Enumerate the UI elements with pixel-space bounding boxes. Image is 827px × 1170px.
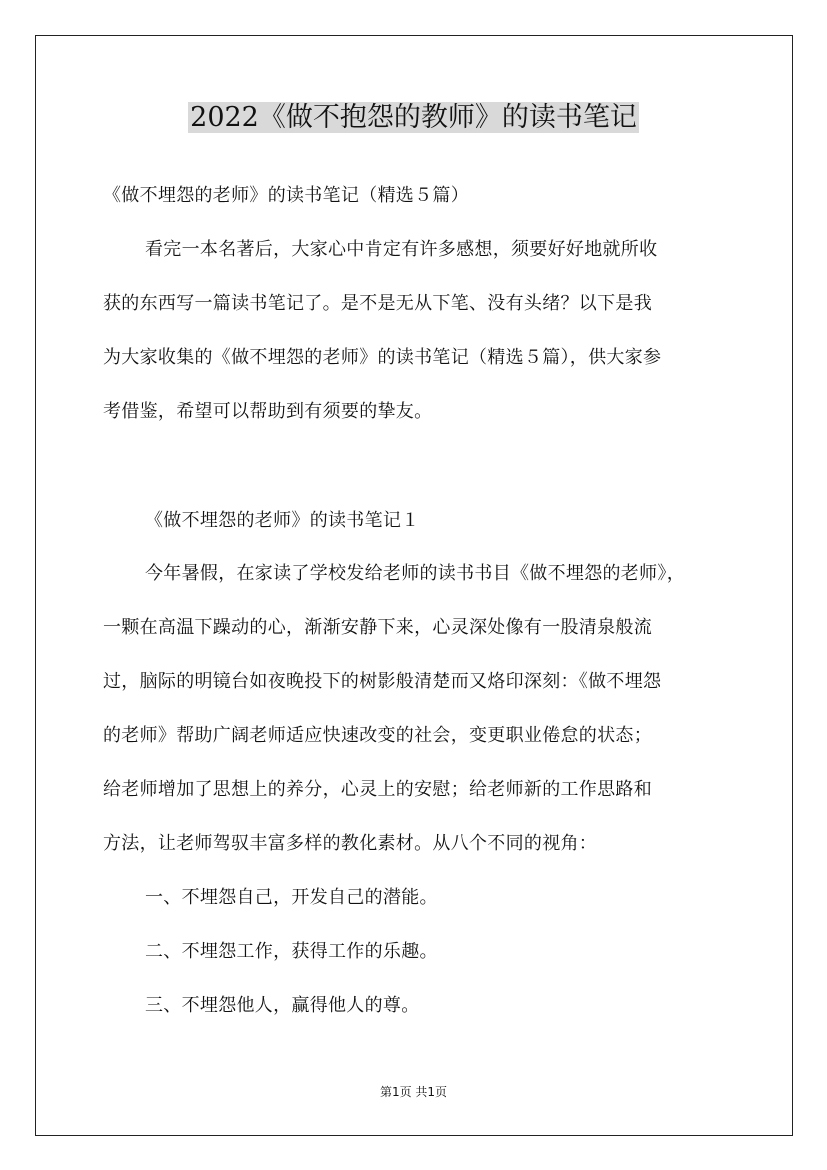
intro-line-1: 看完一本名著后，大家心中肯定有许多感想，须要好好地就所收 bbox=[145, 239, 658, 260]
list-item: 三、不埋怨他人，赢得他人的尊。 bbox=[145, 995, 420, 1016]
body-line-4: 的老师》帮助广阔老师适应快速改变的社会，变更职业倦怠的状态； bbox=[103, 725, 652, 746]
document-title: 2022《做不抱怨的教师》的读书笔记 bbox=[190, 102, 637, 133]
body-line-6: 方法，让老师驾驭丰富多样的教化素材。从八个不同的视角： bbox=[103, 833, 598, 854]
body-line-3: 过，脑际的明镜台如夜晚投下的树影般清楚而又烙印深刻：《做不埋怨 bbox=[103, 671, 662, 692]
page-footer: 第1页 共1页 bbox=[379, 1085, 448, 1099]
body-line-1: 今年暑假，在家读了学校发给老师的读书书目《做不埋怨的老师》， bbox=[145, 563, 685, 584]
body-line-2: 一颗在高温下躁动的心，渐渐安静下来，心灵深处像有一股清泉般流 bbox=[103, 617, 652, 638]
list-item: 二、不埋怨工作，获得工作的乐趣。 bbox=[145, 941, 438, 962]
intro-line-3: 为大家收集的《做不埋怨的老师》的读书笔记（精选５篇），供大家参 bbox=[103, 347, 662, 368]
list-item: 一、不埋怨自己，开发自己的潜能。 bbox=[145, 887, 438, 908]
subtitle: 《做不埋怨的老师》的读书笔记（精选５篇） bbox=[103, 185, 469, 206]
section-heading: 《做不埋怨的老师》的读书笔记１ bbox=[145, 510, 420, 531]
intro-line-2: 获的东西写一篇读书笔记了。是不是无从下笔、没有头绪？以下是我 bbox=[103, 293, 652, 314]
body-line-5: 给老师增加了思想上的养分，心灵上的安慰；给老师新的工作思路和 bbox=[103, 779, 652, 800]
intro-line-4: 考借鉴，希望可以帮助到有须要的挚友。 bbox=[103, 401, 433, 422]
